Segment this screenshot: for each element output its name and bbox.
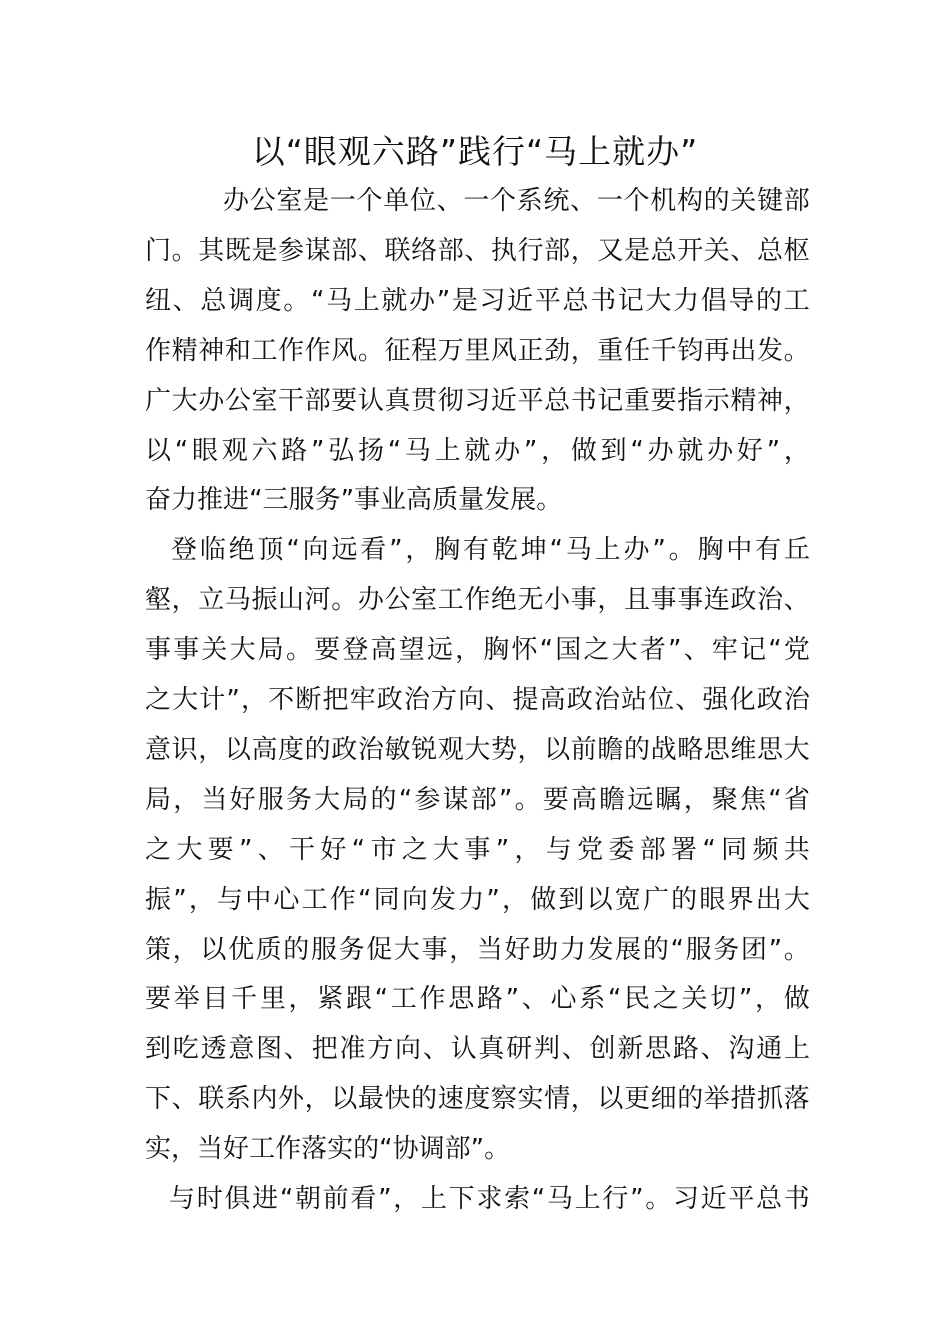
paragraph-line: 事 事 关 大 局 。 要 登 高 望 远 ， 胸 怀 “ 国 之 大 者 ” 、 牢 记 “ 党 <box>145 635 810 666</box>
paragraph-line: 之 大 计 ” ， 不 断 把 牢 政 治 方 向 、 提 高 政 治 站 位 、 强 化 政 治 <box>145 685 810 715</box>
document-title: 以“眼观六路”践行“马上就办” <box>251 132 699 171</box>
paragraph-line: 与 时 俱 进 “ 朝 前 看 ” ， 上 下 求 索 “ 马 上 行 ” 。 习 近 平 总 书 <box>169 1184 810 1214</box>
paragraph-line: 纽 、 总 调 度 。 “ 马 上 就 办 ” 是 习 近 平 总 书 记 大 力 倡 导 的 工 <box>145 285 810 316</box>
paragraph-line: 到 吃 透 意 图 、 把 准 方 向 、 认 真 研 判 、 创 新 思 路 、 沟 通 上 <box>145 1034 810 1065</box>
paragraph-line: 意 识 ， 以 高 度 的 政 治 敏 锐 观 大 势 ， 以 前 瞻 的 战 略 思 维 思 大 <box>145 734 810 765</box>
paragraph-line: 壑 ， 立 马 振 山 河 。 办 公 室 工 作 绝 无 小 事 ， 且 事 事 连 政 治 、 <box>145 585 810 616</box>
paragraph-line: 下 、 联 系 内 外 ， 以 最 快 的 速 度 察 实 情 ， 以 更 细 的 举 措 抓 落 <box>145 1084 810 1115</box>
paragraph-line: 实 ， 当 好 工 作 落 实 的 “ 协 调 部 ” 。 <box>145 1134 511 1165</box>
paragraph-line: 作 精 神 和 工 作 作 风 。 征 程 万 里 风 正 劲 ， 重 任 千 钧 再 出 发 。 <box>145 335 810 366</box>
paragraph-line: 局 ， 当 好 服 务 大 局 的 “ 参 谋 部 ” 。 要 高 瞻 远 瞩 ， 聚 焦 “ 省 <box>145 784 810 815</box>
paragraph-line: 奋 力 推 进 “ 三 服 务 ” 事 业 高 质 量 发 展 。 <box>145 485 563 516</box>
paragraph-line: 门 。 其 既 是 参 谋 部 、 联 络 部 、 执 行 部 ， 又 是 总 开 关 、 总 枢 <box>145 235 810 266</box>
paragraph-line: 策 ， 以 优 质 的 服 务 促 大 事 ， 当 好 助 力 发 展 的 “ 服 务 团 ” 。 <box>145 934 810 965</box>
paragraph-line: 办 公 室 是 一 个 单 位 、 一 个 系 统 、 一 个 机 构 的 关 键 部 <box>223 186 810 216</box>
paragraph-line: 广 大 办 公 室 干 部 要 认 真 贯 彻 习 近 平 总 书 记 重 要 指 示 精 神 ， <box>145 385 810 416</box>
paragraph-line: 振 ” ， 与 中 心 工 作 “ 同 向 发 力 ” ， 做 到 以 宽 广 的 眼 界 出 大 <box>145 884 810 915</box>
paragraph-line: 要 举 目 千 里 ， 紧 跟 “ 工 作 思 路 ” 、 心 系 “ 民 之 关 切 ” ， 做 <box>145 984 810 1015</box>
paragraph-line: 以 “ 眼 观 六 路 ” 弘 扬 “ 马 上 就 办 ” ， 做 到 “ 办 就 办 好 ” ， <box>145 435 810 466</box>
paragraph-line: 登 临 绝 顶 “ 向 远 看 ” ， 胸 有 乾 坤 “ 马 上 办 ” 。 胸 中 有 丘 <box>171 535 810 566</box>
paragraph-line: 之 大 要 ” 、 干 好 “ 市 之 大 事 ” ， 与 党 委 部 署 “ 同 频 共 <box>145 834 810 865</box>
